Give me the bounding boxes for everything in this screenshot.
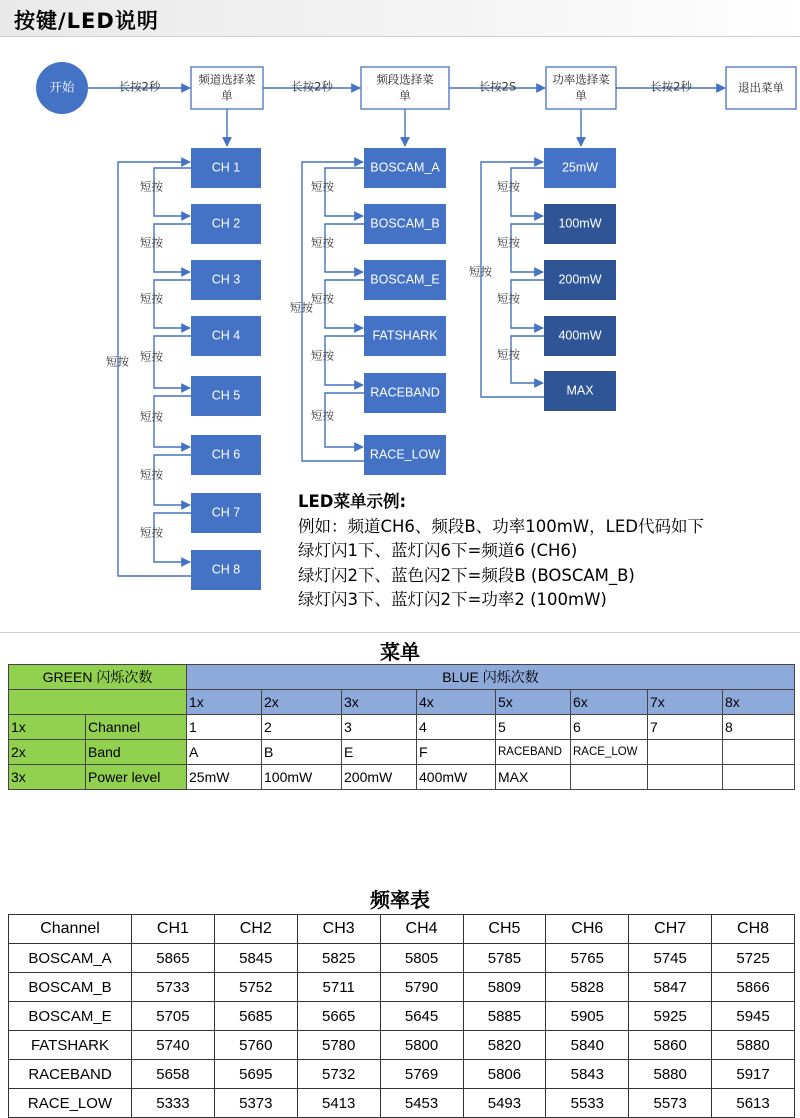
table-cell: B <box>262 740 342 765</box>
blue-header: BLUE 闪烁次数 <box>187 665 795 690</box>
table-cell: 5533 <box>546 1089 629 1118</box>
table-cell: 25mW <box>187 765 262 790</box>
table-cell: 2 <box>262 715 342 740</box>
menu-name: Band <box>86 740 187 765</box>
table-row <box>9 1089 795 1118</box>
table-cell: 5840 <box>546 1031 629 1060</box>
table-cell: 5732 <box>297 1060 380 1089</box>
option-label: CH 8 <box>211 562 241 577</box>
long-press-label: 长按2秒 <box>118 79 161 94</box>
column-header: Channel <box>9 915 132 944</box>
table-cell: 5453 <box>380 1089 463 1118</box>
table-cell <box>648 740 723 765</box>
option-label: FATSHARK <box>372 328 438 343</box>
table-cell: 5725 <box>712 944 795 973</box>
menu-table-title: 菜单 <box>380 640 420 664</box>
table-cell: A <box>187 740 262 765</box>
table-cell: 5880 <box>712 1031 795 1060</box>
blue-count: 4x <box>417 690 496 715</box>
table-row <box>9 1031 795 1060</box>
table-cell: 5885 <box>463 1002 546 1031</box>
table-cell: 8 <box>723 715 795 740</box>
table-cell: 5865 <box>132 944 215 973</box>
column-header: CH8 <box>712 915 795 944</box>
option-label: 200mW <box>558 272 602 287</box>
blue-count: 8x <box>723 690 795 715</box>
long-press-label: 长按2秒 <box>291 79 333 94</box>
table-cell: 400mW <box>417 765 496 790</box>
table-cell: 5658 <box>132 1060 215 1089</box>
green-header: GREEN 闪烁次数 <box>9 665 187 690</box>
table-cell: 3 <box>342 715 417 740</box>
table-cell <box>723 740 795 765</box>
table-cell: 5613 <box>712 1089 795 1118</box>
option-label: 400mW <box>558 328 602 343</box>
short-press-label: 短按 <box>311 235 334 250</box>
page-title: 按键/LED说明 <box>14 9 159 33</box>
green-count: 3x <box>9 765 86 790</box>
table-cell: 5806 <box>463 1060 546 1089</box>
option-label: CH 4 <box>211 328 241 343</box>
menu-label: 退出菜单 <box>738 80 784 95</box>
option-label: CH 6 <box>211 447 241 462</box>
option-label: RACEBAND <box>370 385 440 400</box>
table-cell: 5905 <box>546 1002 629 1031</box>
table-cell: BOSCAM_A <box>9 944 132 973</box>
menu-label: 频段选择菜 <box>376 72 434 87</box>
table-cell: 5825 <box>297 944 380 973</box>
option-label: MAX <box>566 383 594 398</box>
option-label: CH 1 <box>211 160 241 175</box>
led-example-line: 例如：频道CH6、频段B、功率100mW，LED代码如下 <box>298 516 704 536</box>
table-cell: 5780 <box>297 1031 380 1060</box>
short-press-label: 短按 <box>290 300 313 315</box>
table-cell: BOSCAM_E <box>9 1002 132 1031</box>
short-press-label: 短按 <box>311 179 334 194</box>
table-cell: 5665 <box>297 1002 380 1031</box>
table-cell: 5809 <box>463 973 546 1002</box>
table-cell: 200mW <box>342 765 417 790</box>
column-header: CH4 <box>380 915 463 944</box>
table-cell: 5760 <box>214 1031 297 1060</box>
short-press-label: 短按 <box>311 408 334 423</box>
short-press-label: 短按 <box>106 354 129 369</box>
option-label: 100mW <box>558 216 602 231</box>
option-label: BOSCAM_E <box>370 272 440 287</box>
menu-name: Power level <box>86 765 187 790</box>
column-header: CH3 <box>297 915 380 944</box>
table-cell: 5866 <box>712 973 795 1002</box>
short-press-label: 短按 <box>311 348 334 363</box>
table-cell <box>648 765 723 790</box>
freq-table-title: 频率表 <box>370 888 430 912</box>
blue-count: 2x <box>262 690 342 715</box>
short-press-label: 短按 <box>469 264 492 279</box>
table-cell: 5373 <box>214 1089 297 1118</box>
table-cell: 5493 <box>463 1089 546 1118</box>
table-cell: 5785 <box>463 944 546 973</box>
table-cell: 5828 <box>546 973 629 1002</box>
table-cell: E <box>342 740 417 765</box>
section-divider <box>0 632 800 633</box>
option-label: CH 5 <box>211 388 241 403</box>
table-cell: 5769 <box>380 1060 463 1089</box>
menu-label: 单 <box>221 88 233 103</box>
option-label: CH 2 <box>211 216 241 231</box>
table-cell: 5752 <box>214 973 297 1002</box>
menu-label: 单 <box>575 88 587 103</box>
short-press-label: 短按 <box>140 467 163 482</box>
table-cell: FATSHARK <box>9 1031 132 1060</box>
table-row <box>9 944 795 973</box>
table-cell: 5711 <box>297 973 380 1002</box>
green-count: 1x <box>9 715 86 740</box>
table-cell: 5805 <box>380 944 463 973</box>
short-press-label: 短按 <box>497 235 520 250</box>
short-press-label: 短按 <box>140 349 163 364</box>
option-label: RACE_LOW <box>369 447 441 462</box>
table-cell: 5740 <box>132 1031 215 1060</box>
short-press-label: 短按 <box>140 179 163 194</box>
table-cell: 5880 <box>629 1060 712 1089</box>
table-cell: 5765 <box>546 944 629 973</box>
table-cell: 5790 <box>380 973 463 1002</box>
led-example-line: 绿灯闪1下、蓝灯闪6下=频道6 (CH6) <box>298 541 578 560</box>
table-cell: MAX <box>496 765 571 790</box>
led-example <box>298 490 704 613</box>
table-cell: RACEBAND <box>496 740 571 765</box>
page-header <box>0 0 800 37</box>
table-cell: 5413 <box>297 1089 380 1118</box>
table-cell: 5845 <box>214 944 297 973</box>
table-cell: 5917 <box>712 1060 795 1089</box>
table-cell: 5945 <box>712 1002 795 1031</box>
table-row <box>9 973 795 1002</box>
column-header: CH2 <box>214 915 297 944</box>
table-row <box>9 715 795 740</box>
option-label: BOSCAM_A <box>370 160 440 175</box>
table-cell: 5925 <box>629 1002 712 1031</box>
table-cell: 7 <box>648 715 723 740</box>
option-label: CH 7 <box>211 505 241 520</box>
table-cell <box>9 690 187 715</box>
table-cell: 5860 <box>629 1031 712 1060</box>
table-row <box>9 740 795 765</box>
table-cell: 4 <box>417 715 496 740</box>
table-row <box>9 1060 795 1089</box>
table-cell: 5820 <box>463 1031 546 1060</box>
column-header: CH6 <box>546 915 629 944</box>
table-cell: RACEBAND <box>9 1060 132 1089</box>
table-cell: 5695 <box>214 1060 297 1089</box>
table-header-row <box>9 915 795 944</box>
column-header: CH1 <box>132 915 215 944</box>
short-press-label: 短按 <box>140 291 163 306</box>
table-cell: 5645 <box>380 1002 463 1031</box>
short-press-label: 短按 <box>140 409 163 424</box>
option-label: 25mW <box>561 160 599 175</box>
table-row <box>9 765 795 790</box>
menu-label: 单 <box>399 88 411 103</box>
table-cell: 5843 <box>546 1060 629 1089</box>
led-example-line: 绿灯闪2下、蓝色闪2下=频段B (BOSCAM_B) <box>298 565 635 585</box>
menu-label: 频道选择菜 <box>198 72 256 87</box>
blue-count: 7x <box>648 690 723 715</box>
table-cell <box>571 765 648 790</box>
start-label: 开始 <box>49 80 75 95</box>
blue-count: 1x <box>187 690 262 715</box>
blue-count: 6x <box>571 690 648 715</box>
table-cell: 6 <box>571 715 648 740</box>
short-press-label: 短按 <box>140 525 163 540</box>
table-cell: 5333 <box>132 1089 215 1118</box>
table-cell: F <box>417 740 496 765</box>
table-cell: 5705 <box>132 1002 215 1031</box>
short-press-label: 短按 <box>311 291 334 306</box>
led-example-line: 绿灯闪3下、蓝灯闪2下=功率2 (100mW) <box>298 590 607 609</box>
table-cell: 5800 <box>380 1031 463 1060</box>
led-example-title: LED菜单示例: <box>298 492 407 511</box>
long-press-label: 长按2S <box>478 79 517 94</box>
table-cell <box>723 765 795 790</box>
blue-count: 5x <box>496 690 571 715</box>
short-press-label: 短按 <box>497 179 520 194</box>
table-cell: 5847 <box>629 973 712 1002</box>
table-cell: 1 <box>187 715 262 740</box>
green-count: 2x <box>9 740 86 765</box>
short-press-label: 短按 <box>497 347 520 362</box>
table-cell: 5733 <box>132 973 215 1002</box>
blue-count: 3x <box>342 690 417 715</box>
option-label: CH 3 <box>211 272 241 287</box>
table-cell: 5685 <box>214 1002 297 1031</box>
table-cell: RACE_LOW <box>571 740 648 765</box>
option-label: BOSCAM_B <box>370 216 440 231</box>
short-press-label: 短按 <box>497 291 520 306</box>
table-cell: RACE_LOW <box>9 1089 132 1118</box>
menu-table <box>8 664 795 790</box>
column-header: CH5 <box>463 915 546 944</box>
table-cell: 100mW <box>262 765 342 790</box>
table-row <box>9 1002 795 1031</box>
menu-label: 功率选择菜 <box>552 72 610 87</box>
long-press-label: 长按2秒 <box>650 79 692 94</box>
table-cell: 5745 <box>629 944 712 973</box>
table-cell: 5573 <box>629 1089 712 1118</box>
column-header: CH7 <box>629 915 712 944</box>
menu-name: Channel <box>86 715 187 740</box>
table-cell: BOSCAM_B <box>9 973 132 1002</box>
frequency-table <box>8 914 795 1118</box>
short-press-label: 短按 <box>140 235 163 250</box>
table-cell: 5 <box>496 715 571 740</box>
